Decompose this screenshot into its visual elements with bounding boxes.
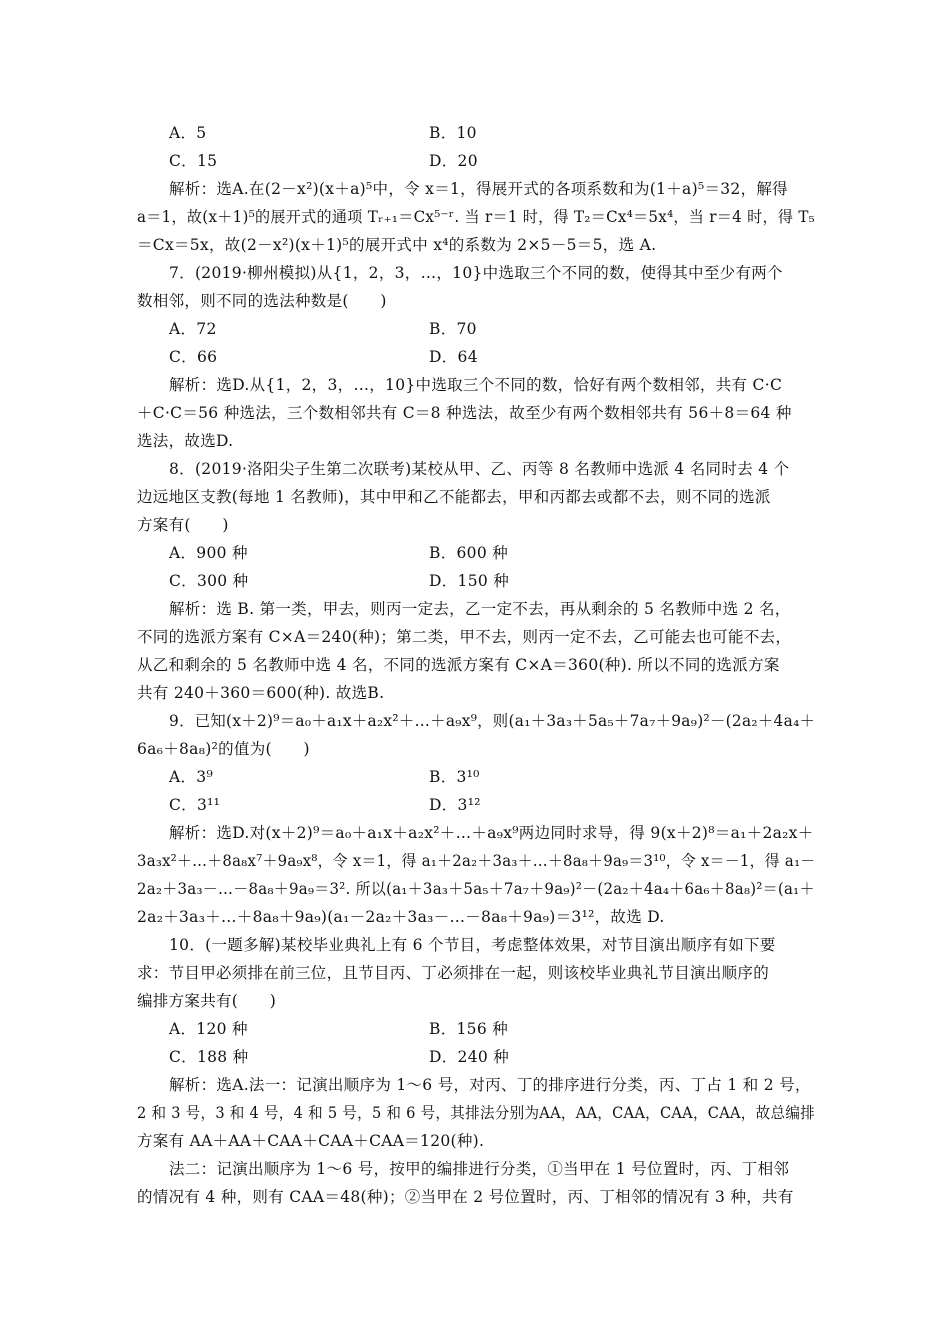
solution-line: 不同的选派方案有 C×A＝240(种)；第二类，甲不去，则丙一定不去，乙可能去也可能不去，: [137, 628, 792, 646]
question-10: 10．(一题多解)某校毕业典礼上有 6 个节目，考虑整体效果，对节目演出顺序有如下要: [169, 936, 776, 954]
option-d: D．150 种: [429, 572, 510, 590]
option-a: A．3⁹: [169, 768, 213, 786]
solution-line: ＝Cx＝5x，故(2－x²)(x＋1)⁵的展开式中 x⁴的系数为 2×5－5＝5，选 A.: [137, 236, 657, 254]
option-a: A．72: [169, 320, 217, 338]
question-line: 边远地区支教(每地 1 名教师)，其中甲和乙不能都去，甲和丙都去或都不去，则不同的选派: [137, 488, 771, 506]
solution-line: 解析：选D.从{1，2，3，…，10}中选取三个不同的数，恰好有两个数相邻，共有 C·C: [169, 376, 783, 394]
option-b: B．3¹⁰: [429, 768, 480, 786]
solution-line: 3a₃x²＋…＋8a₈x⁷＋9a₉x⁸，令 x＝1，得 a₁＋2a₂＋3a₃＋…＋8a₈＋9a₉＝3¹⁰，令 x＝－1，得 a₁－: [137, 852, 816, 870]
option-c: C．3¹¹: [169, 796, 221, 814]
solution-line: 方案有 AA＋AA＋CAA＋CAA＋CAA＝120(种).: [137, 1132, 485, 1150]
solution-line: 解析：选 B. 第一类，甲去，则丙一定去，乙一定不去，再从剩余的 5 名教师中选 2 名，: [169, 600, 791, 618]
option-c: C．188 种: [169, 1048, 249, 1066]
solution-line: ＋C·C＝56 种选法，三个数相邻共有 C＝8 种选法，故至少有两个数相邻共有 56＋8＝64 种: [137, 404, 792, 422]
question-9: 9．已知(x＋2)⁹＝a₀＋a₁x＋a₂x²＋…＋a₉x⁹，则(a₁＋3a₃＋5a₅＋7a₇＋9a₉)²－(2a₂＋4a₄＋: [169, 712, 816, 730]
option-b: B．600 种: [429, 544, 509, 562]
question-line: 6a₆＋8a₈)²的值为( ): [137, 740, 310, 758]
solution-line: 2a₂＋3a₃＋…＋8a₈＋9a₉)(a₁－2a₂＋3a₃－…－8a₈＋9a₉)＝3¹²，故选 D.: [137, 908, 665, 926]
option-a: A．5: [169, 124, 207, 142]
solution-line: 从乙和剩余的 5 名教师中选 4 名，不同的选派方案有 C×A＝360(种). 所以不同的选派方案: [137, 656, 780, 674]
solution-line: 共有 240＋360＝600(种). 故选B.: [137, 684, 385, 702]
solution-line: 解析：选A.法一：记演出顺序为 1～6 号，对丙、丁的排序进行分类，丙、丁占 1 和 2 号，: [169, 1076, 811, 1094]
option-d: D．64: [429, 348, 478, 366]
solution-line: 2 和 3 号，3 和 4 号，4 和 5 号，5 和 6 号，其排法分别为AA，AA，CAA，CAA，CAA，故总编排: [137, 1104, 816, 1122]
option-c: C．15: [169, 152, 218, 170]
question-8: 8．(2019·洛阳尖子生第二次联考)某校从甲、乙、丙等 8 名教师中选派 4 名同时去 4 个: [169, 460, 790, 478]
solution-line: 2a₂＋3a₃－…－8a₈＋9a₉＝3². 所以(a₁＋3a₃＋5a₅＋7a₇＋9a₉)²－(2a₂＋4a₄＋6a₆＋8a₈)²＝(a₁＋: [137, 880, 815, 898]
question-line: 求：节目甲必须排在前三位，且节目丙、丁必须排在一起，则该校毕业典礼节目演出顺序的: [137, 964, 770, 982]
solution-line: a＝1，故(x＋1)⁵的展开式的通项 Tᵣ₊₁＝Cx⁵⁻ʳ. 当 r＝1 时，得 T₂＝Cx⁴＝5x⁴，当 r＝4 时，得 T₅: [137, 208, 816, 226]
question-line: 方案有( ): [137, 516, 229, 534]
question-7: 7．(2019·柳州模拟)从{1，2，3，…，10}中选取三个不同的数，使得其中至少有两个: [169, 264, 783, 282]
option-c: C．66: [169, 348, 218, 366]
option-d: D．20: [429, 152, 478, 170]
solution-line: 选法，故选D.: [137, 432, 234, 450]
solution-line: 的情况有 4 种，则有 CAA＝48(种)；②当甲在 2 号位置时，丙、丁相邻的情况有 3 种，共有: [137, 1188, 794, 1206]
solution-line: 法二：记演出顺序为 1～6 号，按甲的编排进行分类，①当甲在 1 号位置时，丙、丁相邻: [169, 1160, 790, 1178]
option-d: D．3¹²: [429, 796, 481, 814]
option-a: A．900 种: [169, 544, 248, 562]
option-b: B．70: [429, 320, 477, 338]
option-b: B．10: [429, 124, 477, 142]
solution-line: 解析：选A.在(2－x²)(x＋a)⁵中，令 x＝1，得展开式的各项系数和为(1＋a)⁵＝32，解得: [169, 180, 788, 198]
option-c: C．300 种: [169, 572, 249, 590]
option-d: D．240 种: [429, 1048, 510, 1066]
option-a: A．120 种: [169, 1020, 248, 1038]
option-b: B．156 种: [429, 1020, 509, 1038]
question-line: 编排方案共有( ): [137, 992, 277, 1010]
question-line: 数相邻，则不同的选法种数是( ): [137, 292, 387, 310]
solution-line: 解析：选D.对(x＋2)⁹＝a₀＋a₁x＋a₂x²＋…＋a₉x⁹两边同时求导，得 9(x＋2)⁸＝a₁＋2a₂x＋: [169, 824, 814, 842]
